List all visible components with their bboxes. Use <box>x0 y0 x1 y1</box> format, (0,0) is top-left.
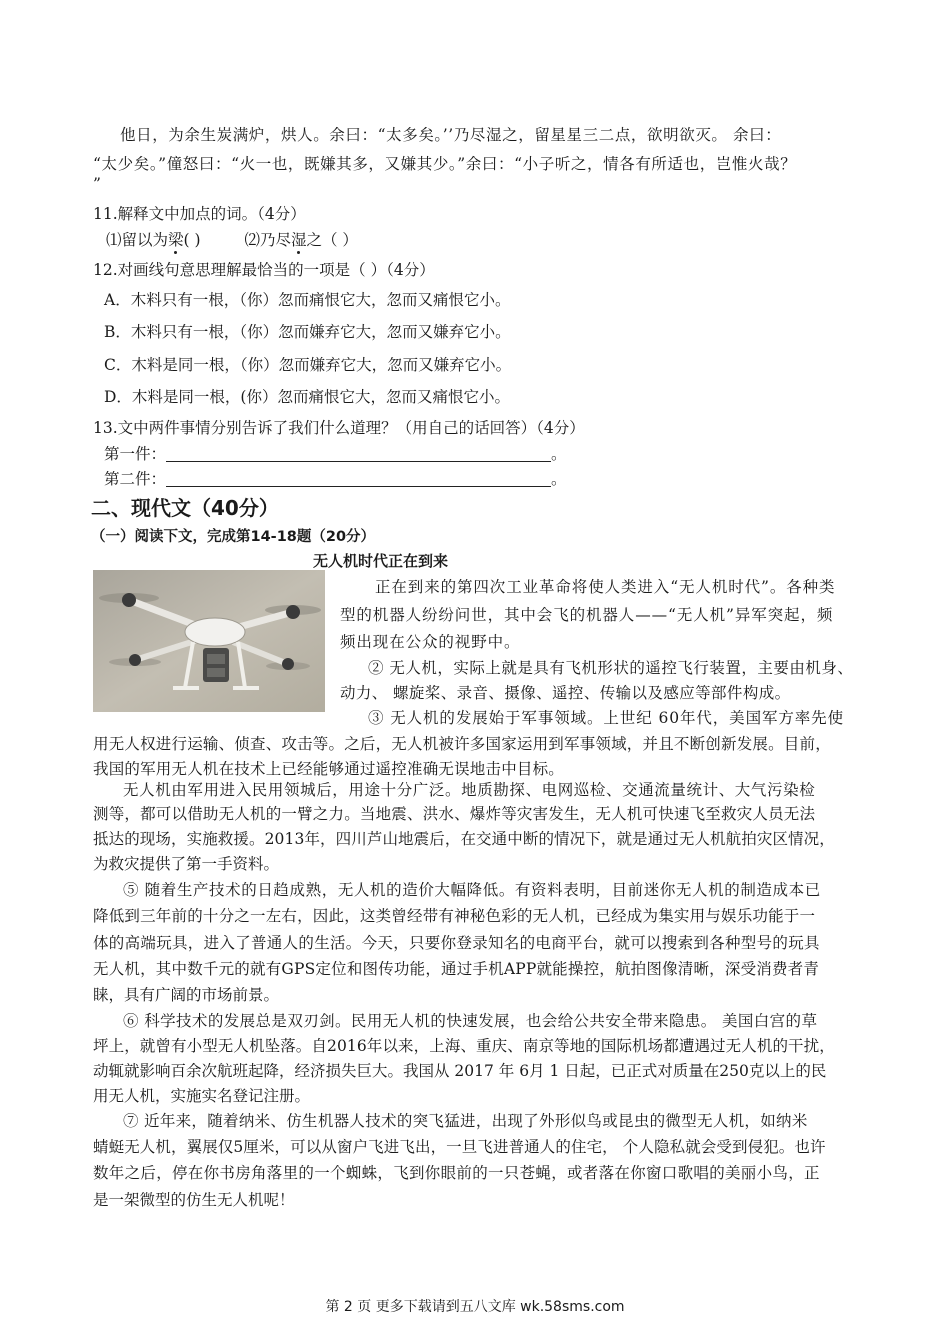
article-line: 频出现在公众的视野中。 <box>340 633 521 651</box>
q12-option-d[interactable]: D．木料是同一根，(你）忽而痛恨它大，忽而又痛恨它小。 <box>104 388 510 406</box>
article-line: 体的高端玩具，进入了普通人的生活。今天，只要你登录知名的电商平台，就可以搜索到各种型号的玩具 <box>93 934 820 952</box>
article-line: 数年之后，停在你书房角落里的一个蜘蛛，飞到你眼前的一只苍蝇，或者落在你窗口歌唱的美丽小鸟，正 <box>93 1164 820 1182</box>
article-line: 无人机由军用进入民用领城后，用途十分广泛。地质勘探、电网巡检、交通流量统计、大气污染检 <box>123 781 816 799</box>
q13-answer-2 <box>104 469 567 489</box>
q13-first-end: 。 <box>551 445 567 463</box>
q12-option-c[interactable]: C．木料是同一根，（你）忽而嫌弃它大，忽而又嫌弃它小。 <box>104 356 512 374</box>
page-footer: 第 2 页 更多下载请到五八文库 wk.58sms.com <box>325 1299 625 1315</box>
q13-second-label: 第二件： <box>104 470 167 488</box>
q13-first-label: 第一件： <box>104 445 167 463</box>
article-line: ⑥ 科学技术的发展总是双刃剑。民用无人机的快速发展，也会给公共安全带来隐患。 美国白宫的草 <box>123 1012 818 1030</box>
article-line: 无人机，其中数千元的就有GPS定位和图传功能，通过手机APP就能操控，航拍图像清晰，深受消费者青 <box>93 960 820 978</box>
subsection-heading: （一）阅读下文，完成第14-18题（20分） <box>91 529 376 545</box>
q13-first-blank[interactable] <box>166 445 551 462</box>
question-11-items <box>106 230 358 250</box>
q11-item1-blank[interactable]: ( ) <box>183 231 201 249</box>
article-line: ⑦ 近年来，随着纳米、仿生机器人技术的突飞猛进，出现了外形似鸟或昆虫的微型无人机，如纳米 <box>123 1112 808 1130</box>
q11-item1-dotted-word: 梁 <box>168 231 184 249</box>
passage-line: 他日，为余生炭满炉，烘人。余曰：“太多矣。’’乃尽湿之，留星星三二点，欲明欲灭。 余曰： <box>120 126 782 144</box>
article-line: ② 无人机，实际上就是具有飞机形状的遥控飞行装置，主要由机身、 <box>368 659 854 677</box>
article-line: 测等，都可以借助无人机的一臂之力。当地震、洪水、爆炸等灾害发生，无人机可快速飞至救灾人员无法 <box>93 805 816 823</box>
passage-line: “太少矣。”僮怒曰：“火一也，既嫌其多，又嫌其少。”余曰：“小子听之，情各有所适也，岂惟火哉？ <box>93 155 797 173</box>
article-line: 我国的军用无人机在技术上已经能够通过遥控准确无误地击中目标。 <box>93 760 565 778</box>
article-line: 抵达的现场，实施救援。2013年，四川芦山地震后，在交通中断的情况下，就是通过无人机航拍灾区情况， <box>93 830 835 848</box>
q11-item1-prefix: ⑴留以为 <box>106 231 169 249</box>
q12-option-b[interactable]: B．木料只有一根，（你）忽而嫌弃它大，忽而又嫌弃它小。 <box>104 323 511 341</box>
article-line: 睐，具有广阔的市场前景。 <box>93 986 280 1004</box>
article-line: ③ 无人机的发展始于军事领域。上世纪 60年代，美国军方率先使 <box>368 709 844 727</box>
drone-photo-icon <box>93 570 325 712</box>
q13-second-end: 。 <box>551 470 567 488</box>
q13-answer-1 <box>104 444 567 464</box>
article-line: 坪上，就曾有小型无人机坠落。自2016年以来，上海、重庆、南京等地的国际机场都遭遇过无人机的干扰， <box>93 1037 835 1055</box>
question-11: 11.解释文中加点的词。（4分） <box>93 205 306 223</box>
q11-item2-prefix: ⑵乃尽 <box>244 231 291 249</box>
article-line: 用无人机，实施实名登记注册。 <box>93 1087 311 1105</box>
article-line: 用无人权进行运输、侦查、攻击等。之后，无人机被许多国家运用到军事领域，并且不断创新发展。目前， <box>93 735 831 753</box>
article-line: 降低到三年前的十分之一左右，因此，这类曾经带有神秘色彩的无人机，已经成为集实用与娱乐功能于一 <box>93 907 816 925</box>
article-line: 型的机器人纷纷问世，其中会飞的机器人——“无人机”异军突起，频 <box>340 606 834 624</box>
q11-item2-blank[interactable]: 之（ ） <box>306 231 358 249</box>
q11-item2-dotted-word: 湿 <box>290 231 307 249</box>
article-title: 无人机时代正在到来 <box>313 552 449 570</box>
article-line: ⑤ 随着生产技术的日趋成熟，无人机的造价大幅降低。有资料表明，目前迷你无人机的制造成本已 <box>123 881 821 899</box>
passage-line: ” <box>93 175 101 193</box>
article-line: 动力、 螺旋桨、录音、摄像、遥控、传输以及感应等部件构成。 <box>340 684 791 702</box>
q13-second-blank[interactable] <box>166 470 551 487</box>
article-line: 为救灾提供了第一手资料。 <box>93 855 280 873</box>
article-line: 蜻蜓无人机，翼展仅5厘米，可以从窗户飞进飞出，一旦飞进普通人的住宅， 个人隐私就会受到侵犯。也许 <box>93 1138 826 1156</box>
question-13: 13.文中两件事情分别告诉了我们什么道理？（用自己的话回答）（4分） <box>93 419 585 437</box>
article-line: 正在到来的第四次工业革命将使人类进入“无人机时代”。各种类 <box>375 578 836 596</box>
drone-photo <box>93 570 325 712</box>
q12-option-a[interactable]: A．木料只有一根，（你）忽而痛恨它大，忽而又痛恨它小。 <box>104 291 511 309</box>
section-heading: 二、现代文（40分） <box>91 496 279 520</box>
article-line: 是一架微型的仿生无人机呢！ <box>93 1191 295 1209</box>
question-12: 12.对画线句意思理解最恰当的一项是（ ）（4分） <box>93 261 435 279</box>
article-line: 动辄就影响百余次航班起降，经济损失巨大。我国从 2017 年 6月 1 日起，已正式对质量在250克以上的民 <box>93 1062 827 1080</box>
